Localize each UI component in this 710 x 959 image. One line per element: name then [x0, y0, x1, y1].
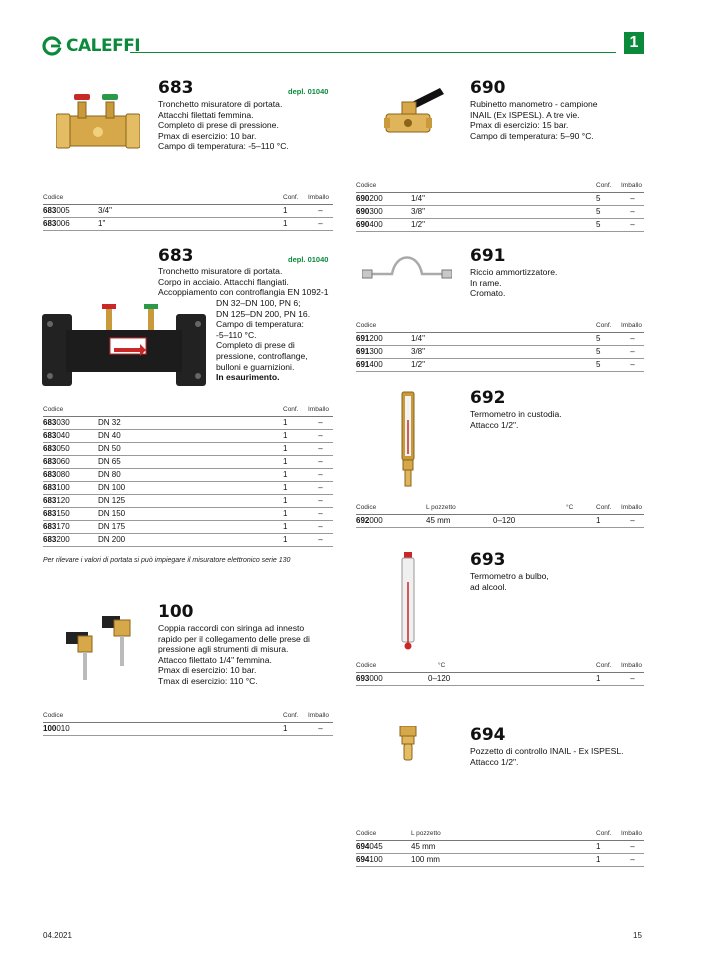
article-code: 694045	[356, 840, 411, 853]
table-row	[356, 672, 644, 685]
size-cell: DN 40	[98, 429, 283, 442]
col-header-l-pozzetto: L pozzetto	[411, 826, 596, 840]
description-line: Pmax di esercizio: 10 bar.	[158, 665, 257, 676]
col-header-temperature: °C	[491, 500, 596, 514]
imballo-cell: –	[308, 455, 333, 468]
product-code-691: 691	[470, 246, 506, 266]
size-cell: 3/4"	[98, 204, 283, 217]
description-line: Corpo in acciaio. Attacchi flangiati.	[158, 276, 289, 287]
size-cell: DN 100	[98, 481, 283, 494]
size-cell: 1"	[98, 217, 283, 230]
article-code: 683100	[43, 481, 98, 494]
description-line: Attacco 1/2".	[470, 756, 519, 767]
conf-cell: 1	[283, 455, 308, 468]
product-693-description	[470, 571, 650, 592]
product-code-694: 694	[470, 725, 506, 745]
conf-cell: 5	[596, 218, 621, 231]
col-header-imballo: Imballo	[621, 826, 644, 840]
product-683-flanged-details	[216, 298, 341, 383]
product-100-table	[43, 708, 333, 736]
depl-label: depl. 01040	[288, 87, 329, 96]
conf-cell: 1	[283, 520, 308, 533]
size-cell: 1/2"	[411, 218, 596, 231]
size-cell: DN 150	[98, 507, 283, 520]
table-row	[43, 416, 333, 429]
imballo-cell: –	[621, 218, 644, 231]
description-line: Riccio ammortizzatore.	[470, 267, 558, 277]
size-cell: 1/4"	[411, 332, 596, 345]
description-line: ad alcool.	[470, 581, 507, 592]
table-row	[43, 481, 333, 494]
table-row	[356, 218, 644, 231]
product-683-flanged-table	[43, 402, 333, 547]
size-cell: DN 65	[98, 455, 283, 468]
footer-date: 04.2021	[43, 931, 72, 940]
conf-cell: 1	[283, 416, 308, 429]
description-line: Cromato.	[470, 288, 506, 299]
col-header-imballo: Imballo	[621, 658, 644, 672]
col-header-imballo: Imballo	[308, 402, 333, 416]
footnote-130: Per rilevare i valori di portata si può impiegare il misuratore elettronico serie 130	[43, 557, 291, 564]
col-header-codice: Codice	[356, 658, 428, 672]
article-code: 690400	[356, 218, 411, 231]
description-line: Campo di temperatura: -5–110 °C.	[158, 141, 289, 152]
article-code: 693000	[356, 672, 428, 685]
imballo-cell: –	[308, 481, 333, 494]
brand-name: CALEFFI	[66, 36, 141, 56]
col-header-imballo: Imballo	[621, 178, 644, 192]
description-line: In rame.	[470, 277, 502, 288]
col-header-size	[98, 190, 283, 204]
article-code: 691400	[356, 358, 411, 371]
imballo-cell: –	[621, 514, 644, 527]
description-line: bulloni e guarnizioni.	[216, 361, 295, 372]
caleffi-logo	[42, 36, 140, 56]
imballo-cell: –	[621, 672, 644, 685]
col-header-imballo: Imballo	[308, 190, 333, 204]
product-code-683-flanged: 683	[158, 246, 194, 266]
col-header-conf: Conf.	[283, 402, 308, 416]
description-line: pressione, controflange,	[216, 350, 308, 361]
col-header-codice: Codice	[43, 402, 98, 416]
conf-cell: 1	[596, 514, 621, 527]
product-691-table	[356, 318, 644, 372]
article-code: 683060	[43, 455, 98, 468]
product-691-image	[362, 244, 452, 284]
size-cell: 1/4"	[411, 192, 596, 205]
size-cell: DN 125	[98, 494, 283, 507]
product-691-description	[470, 267, 650, 299]
conf-cell: 1	[596, 672, 621, 685]
col-header-conf: Conf.	[596, 658, 621, 672]
product-692-description	[470, 409, 650, 430]
size-cell: 3/8"	[411, 205, 596, 218]
product-692-image	[396, 390, 420, 490]
table-row	[356, 840, 644, 853]
description-line: Tronchetto misuratore di portata.	[158, 266, 283, 276]
article-code: 683150	[43, 507, 98, 520]
col-header-codice: Codice	[356, 500, 426, 514]
col-header-conf: Conf.	[596, 318, 621, 332]
table-row	[43, 442, 333, 455]
conf-cell: 1	[596, 840, 621, 853]
imballo-cell: –	[621, 332, 644, 345]
article-code: 683040	[43, 429, 98, 442]
size-cell: 1/2"	[411, 358, 596, 371]
conf-cell: 1	[283, 722, 308, 735]
col-header-codice: Codice	[356, 178, 411, 192]
article-code: 691300	[356, 345, 411, 358]
imballo-cell: –	[308, 533, 333, 546]
product-692-table	[356, 500, 644, 528]
col-header-codice: Codice	[43, 190, 98, 204]
description-line: Pmax di esercizio: 15 bar.	[470, 120, 569, 131]
table-row	[43, 507, 333, 520]
col-header-codice: Codice	[356, 826, 411, 840]
imballo-cell: –	[621, 345, 644, 358]
conf-cell: 5	[596, 345, 621, 358]
article-code: 691200	[356, 332, 411, 345]
product-690-image	[380, 82, 446, 140]
conf-cell: 5	[596, 205, 621, 218]
article-code: 683120	[43, 494, 98, 507]
section-badge: 1	[624, 32, 644, 54]
table-row	[43, 722, 333, 735]
description-line: Campo di temperatura:	[216, 319, 304, 330]
description-line: Termometro in custodia.	[470, 409, 562, 419]
col-header-temperature: °C	[428, 658, 596, 672]
imballo-cell: –	[621, 358, 644, 371]
size-cell	[98, 722, 283, 735]
col-header-imballo: Imballo	[621, 318, 644, 332]
imballo-cell: –	[621, 840, 644, 853]
conf-cell: 1	[283, 204, 308, 217]
range-cell: 0–120	[428, 672, 596, 685]
product-683-flanged-description	[158, 266, 338, 298]
description-line: Campo di temperatura: 5–90 °C.	[470, 130, 594, 141]
conf-cell: 5	[596, 192, 621, 205]
table-row	[43, 429, 333, 442]
length-cell: 100 mm	[411, 853, 596, 866]
table-row	[43, 217, 333, 230]
article-code: 683030	[43, 416, 98, 429]
range-cell: 0–120	[491, 514, 596, 527]
imballo-cell: –	[308, 468, 333, 481]
col-header-size	[411, 318, 596, 332]
product-694-table	[356, 826, 644, 867]
description-line: Pmax di esercizio: 10 bar.	[158, 130, 257, 141]
product-694-image	[398, 726, 418, 762]
description-line: Coppia raccordi con siringa ad innesto	[158, 623, 305, 633]
article-code: 683170	[43, 520, 98, 533]
conf-cell: 1	[283, 507, 308, 520]
conf-cell: 1	[283, 468, 308, 481]
conf-cell: 5	[596, 358, 621, 371]
product-694-description	[470, 746, 670, 767]
imballo-cell: –	[308, 429, 333, 442]
length-cell: 45 mm	[426, 514, 491, 527]
col-header-l-pozzetto: L pozzetto	[426, 500, 491, 514]
product-code-100: 100	[158, 602, 194, 622]
col-header-imballo: Imballo	[308, 708, 333, 722]
imballo-cell: –	[308, 520, 333, 533]
table-row	[356, 332, 644, 345]
imballo-cell: –	[308, 204, 333, 217]
col-header-codice: Codice	[43, 708, 98, 722]
description-line: Completo di prese di	[216, 340, 295, 351]
col-header-conf: Conf.	[283, 708, 308, 722]
size-cell: 3/8"	[411, 345, 596, 358]
imballo-cell: –	[308, 442, 333, 455]
description-line: Accoppiamento con controflangia EN 1092-1	[158, 287, 329, 298]
description-line: Tronchetto misuratore di portata.	[158, 99, 283, 109]
article-code: 694100	[356, 853, 411, 866]
header-rule	[130, 52, 616, 53]
product-code-692: 692	[470, 388, 506, 408]
product-690-table	[356, 178, 644, 232]
size-cell: DN 200	[98, 533, 283, 546]
imballo-cell: –	[308, 217, 333, 230]
description-line: -5–110 °C.	[216, 329, 257, 340]
col-header-imballo: Imballo	[621, 500, 644, 514]
conf-cell: 1	[283, 217, 308, 230]
table-row	[356, 358, 644, 371]
product-code-693: 693	[470, 550, 506, 570]
table-row	[43, 520, 333, 533]
col-header-codice: Codice	[356, 318, 411, 332]
product-690-description	[470, 99, 650, 141]
product-100-description	[158, 623, 338, 687]
table-row	[43, 455, 333, 468]
description-line: Attacco 1/2".	[470, 419, 519, 430]
page-number: 15	[633, 931, 642, 940]
conf-cell: 1	[283, 442, 308, 455]
description-line: rapido per il collegamento delle prese di	[158, 633, 310, 644]
conf-cell: 1	[283, 429, 308, 442]
article-code: 692000	[356, 514, 426, 527]
description-line: Rubinetto manometro - campione	[470, 99, 598, 109]
article-code: 100010	[43, 722, 98, 735]
imballo-cell: –	[308, 722, 333, 735]
article-code: 683200	[43, 533, 98, 546]
article-code: 690200	[356, 192, 411, 205]
col-header-conf: Conf.	[596, 500, 621, 514]
table-row	[43, 533, 333, 546]
length-cell: 45 mm	[411, 840, 596, 853]
article-code: 683006	[43, 217, 98, 230]
article-code: 690300	[356, 205, 411, 218]
description-line: DN 32–DN 100, PN 6;	[216, 298, 301, 308]
product-683-description	[158, 99, 338, 152]
conf-cell: 1	[596, 853, 621, 866]
description-line: pressione agli strumenti di misura.	[158, 644, 289, 655]
col-header-conf: Conf.	[596, 826, 621, 840]
col-header-size	[411, 178, 596, 192]
description-line: Attacco filettato 1/4" femmina.	[158, 654, 272, 665]
depl-label: depl. 01040	[288, 255, 329, 264]
size-cell: DN 175	[98, 520, 283, 533]
description-line: DN 125–DN 200, PN 16.	[216, 308, 311, 319]
article-code: 683080	[43, 468, 98, 481]
size-cell: DN 80	[98, 468, 283, 481]
conf-cell: 5	[596, 332, 621, 345]
imballo-cell: –	[308, 507, 333, 520]
description-line: Tmax di esercizio: 110 °C.	[158, 675, 258, 686]
conf-cell: 1	[283, 533, 308, 546]
description-line: Pozzetto di controllo INAIL - Ex ISPESL.	[470, 746, 624, 756]
description-line: Completo di prese di pressione.	[158, 120, 279, 131]
col-header-conf: Conf.	[596, 178, 621, 192]
product-683-threaded-table	[43, 190, 333, 231]
caleffi-logo-icon	[42, 36, 62, 56]
product-683-flanged-image	[40, 300, 210, 390]
description-line: Attacchi filettati femmina.	[158, 109, 254, 120]
product-693-table	[356, 658, 644, 686]
article-code: 683005	[43, 204, 98, 217]
col-header-size	[98, 402, 283, 416]
table-row	[356, 853, 644, 866]
imballo-cell: –	[621, 192, 644, 205]
table-row	[356, 192, 644, 205]
table-row	[356, 205, 644, 218]
product-code-690: 690	[470, 78, 506, 98]
conf-cell: 1	[283, 494, 308, 507]
product-100-image	[62, 610, 138, 684]
size-cell: DN 32	[98, 416, 283, 429]
description-line: INAIL (Ex ISPESL). A tre vie.	[470, 109, 580, 120]
imballo-cell: –	[308, 416, 333, 429]
product-693-image	[398, 552, 418, 652]
col-header-conf: Conf.	[283, 190, 308, 204]
product-code-683: 683	[158, 78, 194, 98]
table-row	[356, 514, 644, 527]
article-code: 683050	[43, 442, 98, 455]
col-header-size	[98, 708, 283, 722]
imballo-cell: –	[308, 494, 333, 507]
conf-cell: 1	[283, 481, 308, 494]
size-cell: DN 50	[98, 442, 283, 455]
product-683-threaded-image	[56, 90, 140, 158]
table-row	[43, 468, 333, 481]
status-label: In esaurimento.	[216, 372, 280, 383]
description-line: Termometro a bulbo,	[470, 571, 549, 581]
table-row	[43, 494, 333, 507]
imballo-cell: –	[621, 205, 644, 218]
table-row	[356, 345, 644, 358]
table-row	[43, 204, 333, 217]
imballo-cell: –	[621, 853, 644, 866]
